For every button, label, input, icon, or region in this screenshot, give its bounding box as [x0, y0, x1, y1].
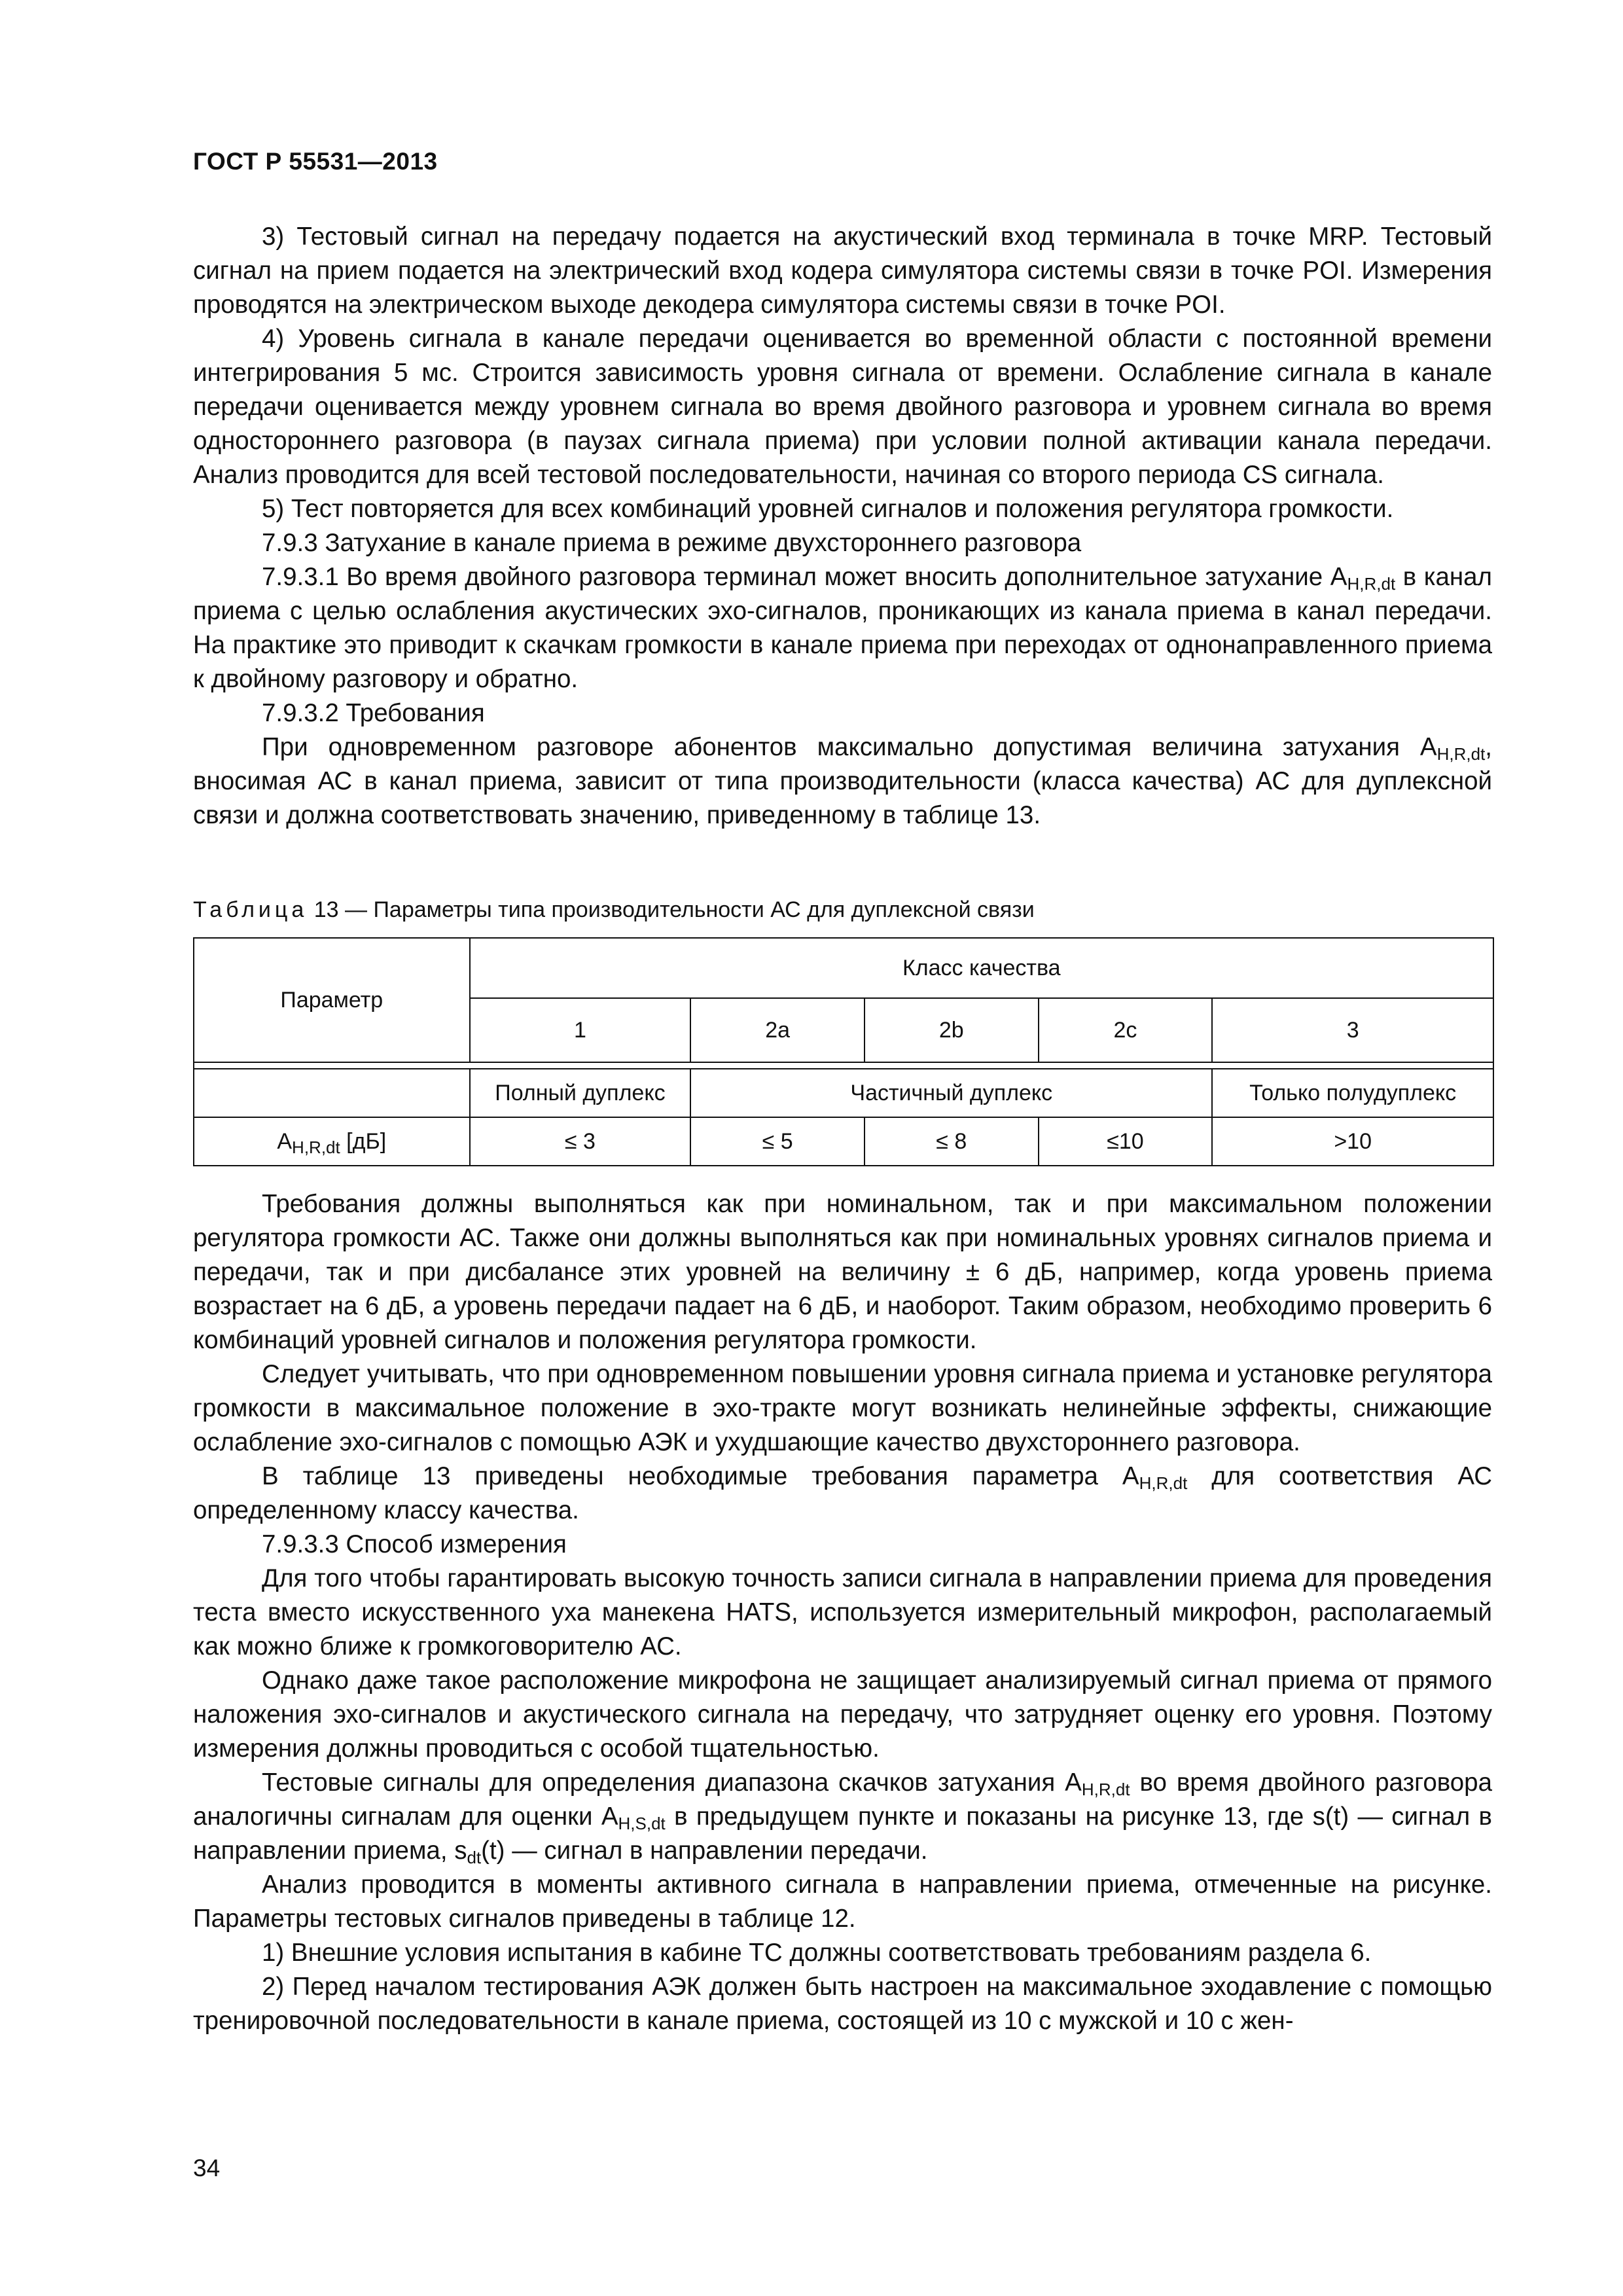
table-value-cell: ≤10	[1039, 1117, 1213, 1166]
text-block-upper	[193, 220, 1492, 833]
paragraph-step-1: 1) Внешние условия испытания в кабине ТС должны соответствовать требованиям раздела 6.	[262, 1939, 1372, 1967]
paragraph-step-5: 5) Тест повторяется для всех комбинаций уровней сигналов и положения регулятора громкости.	[262, 495, 1394, 523]
table-header-quality-class: Класс качества	[470, 938, 1493, 998]
paragraph-echo-overlay: Однако даже такое расположение микрофона не защищает анализируемый сигнал приема от прямого наложения эхо-сигналов и акустического сигнала на передачу, что затрудняет оценку его уровня. Поэтому измерения должны проводиться с особой тщательностью.	[193, 1666, 1492, 1763]
paragraph-step-3: 3) Тестовый сигнал на передачу подается на акустический вход терминала в точке MRP. Тестовый сигнал на прием подается на электрический вход кодера симулятора системы связи в точке POI. Измерения проводятся на электрическом выходе декодера симулятора системы связи в точке POI.	[193, 223, 1492, 319]
table-mode-half-duplex: Только полудуплекс	[1212, 1069, 1493, 1117]
table-caption-word: Таблица	[193, 897, 308, 922]
table-spacer-cell	[194, 1062, 1493, 1069]
table-class-cell: 1	[470, 998, 691, 1062]
paragraph-analysis: Анализ проводится в моменты активного сигнала в направлении приема, отмеченные на рисунке. Параметры тестовых сигналов приведены в таблице 12.	[193, 1871, 1492, 1933]
table-value-cell: >10	[1212, 1117, 1493, 1166]
document-header: ГОСТ Р 55531—2013	[193, 148, 438, 175]
table-class-cell: 2a	[690, 998, 865, 1062]
paragraph-table-13-reference: В таблице 13 приведены необходимые требования параметра $A_{H,R,dt}$ для соответствия АС определенному классу качества.	[193, 1462, 1492, 1524]
table-header-parameter: Параметр	[194, 938, 470, 1062]
table-spacer-row	[194, 1062, 1493, 1069]
table-mode-partial-duplex: Частичный дуплекс	[690, 1069, 1212, 1117]
table-class-cell: 2c	[1039, 998, 1213, 1062]
paragraph-step-4: 4) Уровень сигнала в канале передачи оценивается во временной области с постоянной времени интегрирования 5 мс. Строится зависимость уровня сигнала от времени. Ослабление сигнала в канале передачи оценивается между уровнем сигнала во время двойного разговора и уровнем сигнала во время одностороннего разговора (в паузах сигнала приема) при условии полной активации канала передачи. Анализ проводится для всей тестовой последовательности, начиная со второго периода CS сигнала.	[193, 325, 1492, 489]
section-heading-7-9-3-2: 7.9.3.2 Требования	[262, 699, 485, 727]
paragraph-requirements-volume: Требования должны выполняться как при номинальном, так и при максимальном положении регулятора громкости АС. Также они должны выполняться как при номинальных уровнях сигналов приема и передачи, так и при дисбалансе этих уровней на величину ± 6 дБ, например, когда уровень приема возрастает на 6 дБ, а уровень передачи падает на 6 дБ, и наоборот. Таким образом, необходимо проверить 6 комбинаций уровней сигналов и положения регулятора громкости.	[193, 1190, 1492, 1354]
table-value-cell: ≤ 3	[470, 1117, 691, 1166]
table-value-cell: ≤ 5	[690, 1117, 865, 1166]
section-heading-7-9-3-3: 7.9.3.3 Способ измерения	[262, 1530, 567, 1558]
paragraph-test-signals: Тестовые сигналы для определения диапазона скачков затухания $A_{H,R,dt}$ во время двойного разговора аналогичны сигналам для оценки $A_{H,S,dt}$ в предыдущем пункте и показаны на рисунке 13, где s(t) — сигнал в направлении приема, $s_{dt}(t)$ — сигнал в направлении передачи.	[193, 1768, 1492, 1867]
table-value-row	[194, 1117, 1493, 1166]
table-class-cell: 2b	[865, 998, 1039, 1062]
table-caption	[193, 895, 1035, 924]
table-caption-text: 13 — Параметры типа производительности АС для дуплексной связи	[308, 897, 1035, 922]
table-mode-label-empty	[194, 1069, 470, 1117]
table-mode-full-duplex: Полный дуплекс	[470, 1069, 691, 1117]
table-header-row	[194, 938, 1493, 998]
quality-class-table	[193, 937, 1494, 1166]
paragraph-nonlinear-effects: Следует учитывать, что при одновременном повышении уровня сигнала приема и установке регулятора громкости в максимальное положение в эхо-тракте могут возникать нелинейные эффекты, снижающие ослабление эхо-сигналов с помощью АЭК и ухудшающие качество двухстороннего разговора.	[193, 1360, 1492, 1456]
paragraph-requirements: При одновременном разговоре абонентов максимально допустимая величина затухания $A_{H,R,dt}$, вносимая АС в канал приема, зависит от типа производительности (класса качества) АС для дуплексной связи и должна соответствовать значению, приведенному в таблице 13.	[193, 733, 1492, 829]
page-number: 34	[193, 2155, 221, 2181]
paragraph-measurement-microphone: Для того чтобы гарантировать высокую точность записи сигнала в направлении приема для проведения теста вместо искусственного уха манекена HATS, используется измерительный микрофон, располагаемый как можно ближе к громкоговорителю АС.	[193, 1564, 1492, 1660]
table-row-label: $A_{H,R,dt}$ [дБ]	[194, 1117, 470, 1166]
text-block-lower	[193, 1187, 1492, 2038]
table-value-cell: ≤ 8	[865, 1117, 1039, 1166]
paragraph-7-9-3-1: 7.9.3.1 Во время двойного разговора терминал может вносить дополнительное затухание $A_{H,R,dt}$ в канал приема с целью ослабления акустических эхо-сигналов, проникающих из канала приема в канал передачи. На практике это приводит к скачкам громкости в канале приема при переходах от однонаправленного приема к двойному разговору и обратно.	[193, 563, 1493, 693]
section-heading-7-9-3: 7.9.3 Затухание в канале приема в режиме двухстороннего разговора	[262, 529, 1082, 557]
table-class-cell: 3	[1212, 998, 1493, 1062]
table-mode-row	[194, 1069, 1493, 1117]
paragraph-step-2: 2) Перед началом тестирования АЭК должен быть настроен на максимальное эходавление с помощью тренировочной последовательности в канале приема, состоящей из 10 с мужской и 10 с жен-	[193, 1973, 1492, 2035]
